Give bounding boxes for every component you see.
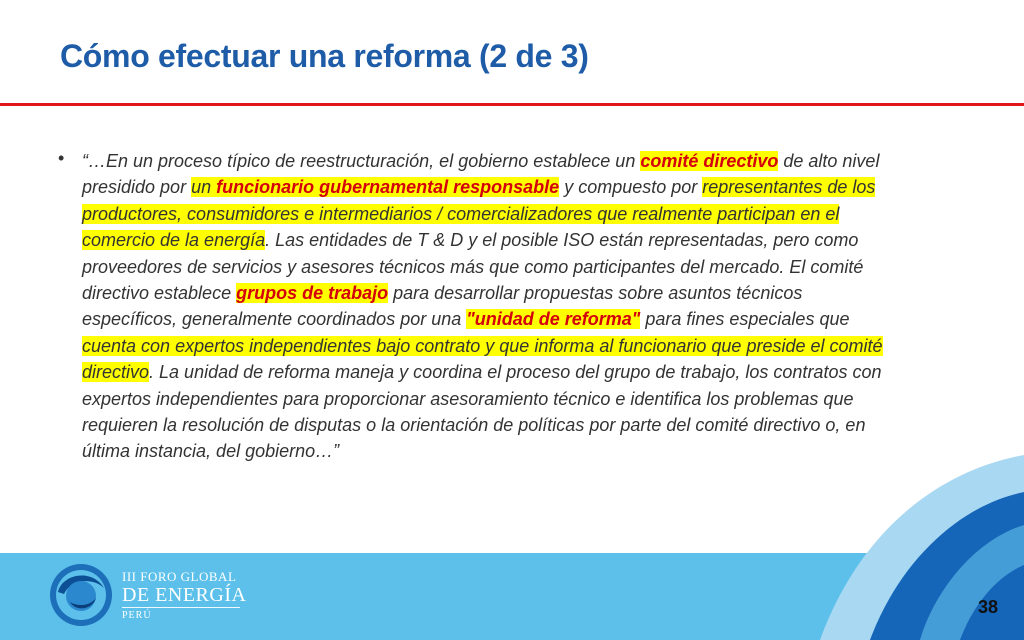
text-segment: . Las entidades de T & D y el posible ISO están representadas, pero como proveedores de servicios y asesores técnicos más que como participantes del mercado. El comité directivo establece [82, 230, 864, 304]
highlight-unidad-de-reforma: "unidad de reforma" [466, 309, 641, 330]
text-segment: y compuesto por [559, 177, 703, 198]
highlight-representantes: representantes de los productores, consumidores e intermediarios / comercializadores que realmente participan en el comercio de la energía [82, 177, 876, 251]
logo-line3: PERÚ [122, 610, 152, 621]
slide-title: Cómo efectuar una reforma (2 de 3) [60, 38, 589, 74]
highlight-un: un [191, 177, 217, 198]
text-segment: para fines especiales que [640, 309, 850, 330]
text-segment: para desarrollar propuestas sobre asuntos técnicos específicos, generalmente coordinados por una [82, 283, 803, 330]
logo-line1: III FORO GLOBAL [122, 569, 237, 584]
logo-divider [122, 607, 240, 608]
globe-swirl-icon [48, 562, 114, 628]
highlight-comite-directivo: comité directivo [640, 151, 779, 171]
text-segment: . La unidad de reforma maneja y coordina el proceso del grupo de trabajo, los contratos con expertos independientes para proporcionar asesoramiento técnico e identifica los problemas que requieren la resolución de disputas o la orientación de políticas por parte del comité directivo o, en última instancia, del gobierno…” [82, 362, 882, 462]
logo-line2: DE ENERGÍA [122, 584, 247, 606]
bullet-marker: • [58, 148, 65, 168]
page-number: 38 [978, 597, 999, 617]
highlight-grupos-de-trabajo: grupos de trabajo [236, 283, 389, 304]
event-logo-text [122, 570, 246, 622]
text-segment: “…En un proceso típico de reestructuración, el gobierno establece un [82, 151, 641, 171]
highlight-expertos: cuenta con expertos independientes bajo contrato y que informa al funcionario que preside el comité directivo [82, 335, 883, 383]
highlight-funcionario: funcionario gubernamental responsable [216, 177, 560, 198]
text-segment: de alto nivel presidido por [82, 151, 880, 198]
